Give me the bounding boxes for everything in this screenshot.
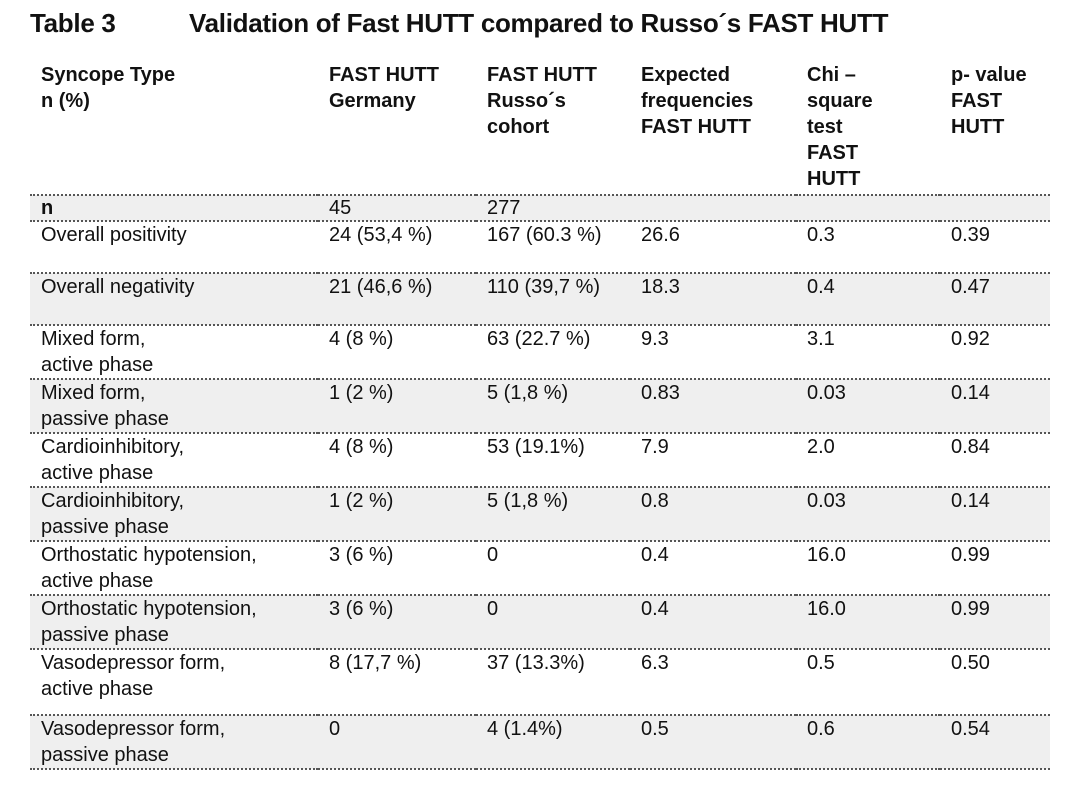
row-label: Orthostatic hypotension, passive phase [41, 598, 257, 646]
cell-russo: 110 (39,7 %) [487, 276, 601, 298]
cell-germany: 4 (8 %) [329, 328, 394, 350]
row-label: n [41, 197, 54, 219]
cell-germany: 8 (17,7 %) [329, 652, 422, 674]
cell-russo: 53 (19.1%) [487, 436, 585, 458]
cell-expected: 0.4 [641, 598, 669, 620]
header-fast-hutt-germany: FAST HUTT Germany [329, 64, 439, 112]
table-title: Validation of Fast HUTT compared to Russo´s FAST HUTT [189, 8, 889, 38]
table-row [30, 433, 1050, 487]
table-row [30, 325, 1050, 379]
cell-chi-square: 0.5 [807, 652, 835, 674]
table-row [30, 379, 1050, 433]
cell-p-value: 0.54 [951, 718, 990, 740]
row-label: Mixed form, passive phase [41, 382, 169, 430]
cell-germany: 3 (6 %) [329, 598, 394, 620]
validation-table [30, 62, 1050, 770]
row-label: Cardioinhibitory, passive phase [41, 490, 185, 538]
cell-p-value: 0.99 [951, 544, 990, 566]
cell-expected: 0.8 [641, 490, 669, 512]
cell-p-value: 0.47 [951, 276, 990, 298]
header-fast-hutt-russo: FAST HUTT Russo´s cohort [487, 64, 597, 138]
cell-germany: 1 (2 %) [329, 490, 394, 512]
cell-expected: 18.3 [641, 276, 680, 298]
row-label: Vasodepressor form, passive phase [41, 718, 226, 766]
cell-chi-square: 0.3 [807, 224, 835, 246]
cell-p-value [940, 195, 1050, 221]
cell-p-value: 0.50 [951, 652, 990, 674]
cell-russo: 167 (60.3 %) [487, 224, 602, 246]
cell-expected: 0.4 [641, 544, 669, 566]
cell-russo: 0 [487, 598, 499, 620]
cell-expected: 6.3 [641, 652, 669, 674]
cell-russo: 5 (1,8 %) [487, 490, 569, 512]
cell-germany: 1 (2 %) [329, 382, 394, 404]
cell-chi-square: 2.0 [807, 436, 835, 458]
cell-russo: 63 (22.7 %) [487, 328, 591, 350]
table-row [30, 649, 1050, 715]
cell-expected: 26.6 [641, 224, 680, 246]
row-label: Mixed form, active phase [41, 328, 154, 376]
cell-p-value: 0.14 [951, 382, 990, 404]
cell-p-value: 0.99 [951, 598, 990, 620]
cell-russo: 37 (13.3%) [487, 652, 585, 674]
table-row [30, 195, 1050, 221]
cell-chi-square: 3.1 [807, 328, 835, 350]
table-row [30, 595, 1050, 649]
table-number: Table 3 [30, 8, 116, 38]
header-syncope-type: Syncope Type n (%) [41, 64, 176, 112]
cell-expected [630, 195, 796, 221]
cell-p-value: 0.39 [951, 224, 990, 246]
table-row [30, 221, 1050, 273]
cell-germany: 21 (46,6 %) [329, 276, 433, 298]
row-label: Cardioinhibitory, active phase [41, 436, 185, 484]
cell-chi-square: 0.03 [807, 382, 846, 404]
cell-chi-square: 0.4 [807, 276, 835, 298]
cell-germany: 4 (8 %) [329, 436, 394, 458]
cell-chi-square: 0.03 [807, 490, 846, 512]
cell-expected: 7.9 [641, 436, 669, 458]
cell-chi-square [796, 195, 940, 221]
row-label: Overall positivity [41, 224, 187, 246]
cell-expected: 9.3 [641, 328, 669, 350]
cell-chi-square: 0.6 [807, 718, 835, 740]
cell-chi-square: 16.0 [807, 544, 846, 566]
table-row [30, 273, 1050, 325]
table-row [30, 715, 1050, 769]
cell-expected: 0.83 [641, 382, 680, 404]
cell-russo: 5 (1,8 %) [487, 382, 569, 404]
header-row [30, 62, 1050, 195]
row-label: Overall negativity [41, 276, 195, 298]
table-row [30, 487, 1050, 541]
cell-germany: 0 [329, 718, 341, 740]
cell-p-value: 0.84 [951, 436, 990, 458]
table-row [30, 541, 1050, 595]
cell-russo: 0 [487, 544, 499, 566]
header-expected-frequencies: Expected frequencies FAST HUTT [641, 64, 754, 138]
row-label: Vasodepressor form, active phase [41, 652, 226, 700]
cell-russo: 4 (1.4%) [487, 718, 563, 740]
cell-p-value: 0.92 [951, 328, 990, 350]
cell-germany: 3 (6 %) [329, 544, 394, 566]
cell-p-value: 0.14 [951, 490, 990, 512]
cell-chi-square: 16.0 [807, 598, 846, 620]
cell-germany: 45 [329, 197, 352, 219]
cell-expected: 0.5 [641, 718, 669, 740]
cell-russo: 277 [487, 197, 521, 219]
header-p-value: p- value FAST HUTT [951, 64, 1027, 138]
row-label: Orthostatic hypotension, active phase [41, 544, 257, 592]
cell-germany: 24 (53,4 %) [329, 224, 433, 246]
header-chi-square: Chi – square test FAST HUTT [807, 64, 873, 190]
